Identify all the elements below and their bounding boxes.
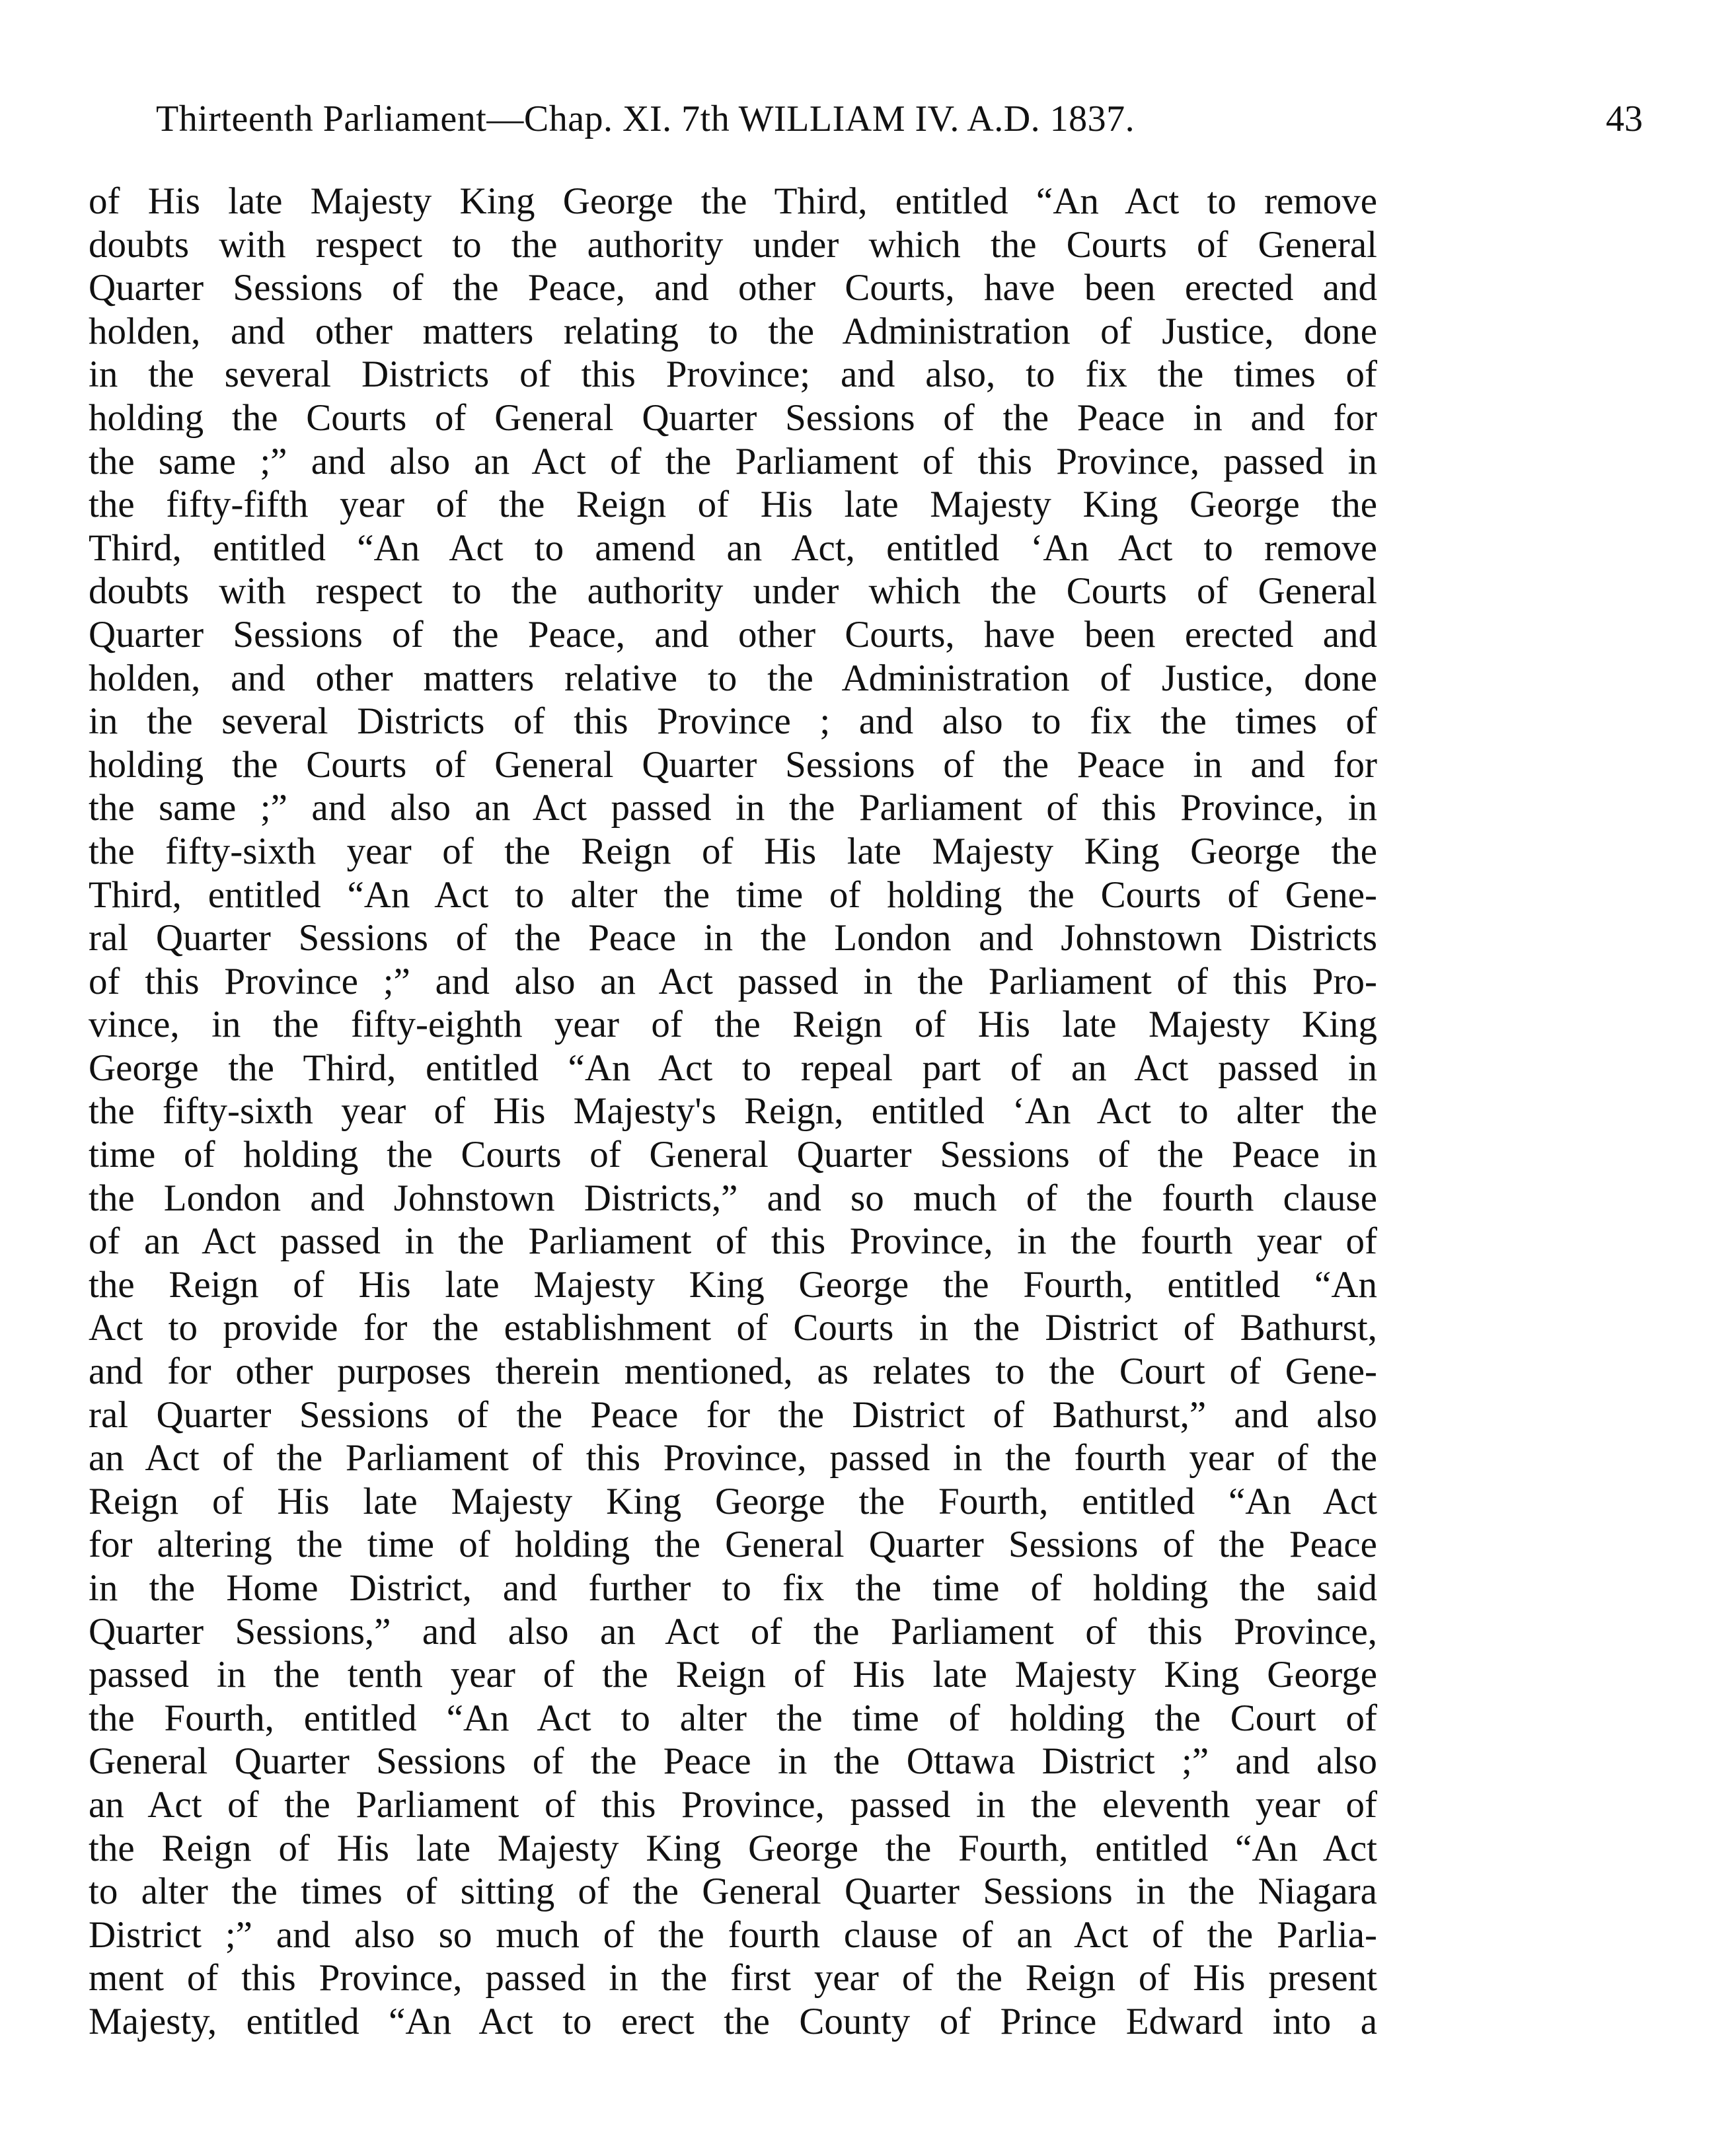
text-line: in the several Districts of this Province ; and also to fix the times of [89, 700, 1377, 743]
text-line: ral Quarter Sessions of the Peace in the London and Johnstown Districts [89, 917, 1377, 959]
text-line: an Act of the Parliament of this Province, passed in the eleventh year of [89, 1783, 1377, 1826]
text-line: General Quarter Sessions of the Peace in the Ottawa District ;” and also [89, 1740, 1377, 1783]
text-line: in the several Districts of this Province; and also, to fix the times of [89, 353, 1377, 396]
text-line: Quarter Sessions,” and also an Act of the Parliament of this Province, [89, 1610, 1377, 1653]
text-line: doubts with respect to the authority under which the Courts of General [89, 223, 1377, 266]
text-line: Reign of His late Majesty King George the Fourth, entitled “An Act [89, 1480, 1377, 1522]
text-line: Majesty, entitled “An Act to erect the County of Prince Edward into a [89, 2000, 1377, 2042]
text-line: the London and Johnstown Districts,” and so much of the fourth clause [89, 1177, 1377, 1219]
text-line: District ;” and also so much of the fourth clause of an Act of the Parlia- [89, 1913, 1377, 1956]
text-line: the same ;” and also an Act passed in the Parliament of this Province, in [89, 787, 1377, 829]
text-line: holden, and other matters relative to the Administration of Justice, done [89, 657, 1377, 699]
text-line: Act to provide for the establishment of Courts in the District of Bathurst, [89, 1307, 1377, 1349]
text-line: the fifty-sixth year of the Reign of His late Majesty King George the [89, 830, 1377, 872]
text-line: vince, in the fifty-eighth year of the Reign of His late Majesty King [89, 1004, 1377, 1046]
text-line: George the Third, entitled “An Act to repeal part of an Act passed in [89, 1047, 1377, 1089]
text-line: of His late Majesty King George the Third, entitled “An Act to remove [89, 180, 1377, 222]
running-head [156, 93, 1643, 145]
body-text [89, 180, 1377, 2044]
text-line: holding the Courts of General Quarter Sessions of the Peace in and for [89, 743, 1377, 786]
text-line: time of holding the Courts of General Quarter Sessions of the Peace in [89, 1134, 1377, 1176]
text-line: the Reign of His late Majesty King George the Fourth, entitled “An Act [89, 1827, 1377, 1869]
text-line: the Reign of His late Majesty King George the Fourth, entitled “An [89, 1263, 1377, 1306]
text-line: of this Province ;” and also an Act passed in the Parliament of this Pro- [89, 960, 1377, 1002]
text-line: for altering the time of holding the General Quarter Sessions of the Peace [89, 1524, 1377, 1566]
text-line: of an Act passed in the Parliament of this Province, in the fourth year of [89, 1220, 1377, 1263]
text-line: the fifty-sixth year of His Majesty's Reign, entitled ‘An Act to alter the [89, 1090, 1377, 1133]
text-line: the fifty-fifth year of the Reign of His late Majesty King George the [89, 484, 1377, 526]
text-line: the Fourth, entitled “An Act to alter the time of holding the Court of [89, 1697, 1377, 1739]
text-line: the same ;” and also an Act of the Parliament of this Province, passed in [89, 440, 1377, 482]
text-line: holden, and other matters relating to the Administration of Justice, done [89, 310, 1377, 352]
text-line: Quarter Sessions of the Peace, and other Courts, have been erected and [89, 267, 1377, 309]
text-line: doubts with respect to the authority under which the Courts of General [89, 570, 1377, 613]
text-line: holding the Courts of General Quarter Sessions of the Peace in and for [89, 396, 1377, 439]
text-line: and for other purposes therein mentioned, as relates to the Court of Gene- [89, 1351, 1377, 1393]
page-number: 43 [1606, 98, 1643, 139]
text-line: Quarter Sessions of the Peace, and other Courts, have been erected and [89, 613, 1377, 655]
text-line: Third, entitled “An Act to amend an Act, entitled ‘An Act to remove [89, 527, 1377, 569]
text-line: an Act of the Parliament of this Province, passed in the fourth year of the [89, 1437, 1377, 1479]
running-title: Thirteenth Parliament—Chap. XI. 7th WILLIAM IV. A.D. 1837. [156, 98, 1135, 139]
text-line: Third, entitled “An Act to alter the time of holding the Courts of Gene- [89, 873, 1377, 916]
text-line: ral Quarter Sessions of the Peace for the District of Bathurst,” and also [89, 1393, 1377, 1436]
text-line: passed in the tenth year of the Reign of His late Majesty King George [89, 1654, 1377, 1696]
text-line: to alter the times of sitting of the General Quarter Sessions in the Niagara [89, 1871, 1377, 1913]
text-line: ment of this Province, passed in the first year of the Reign of His present [89, 1957, 1377, 1999]
text-line: in the Home District, and further to fix the time of holding the said [89, 1567, 1377, 1609]
